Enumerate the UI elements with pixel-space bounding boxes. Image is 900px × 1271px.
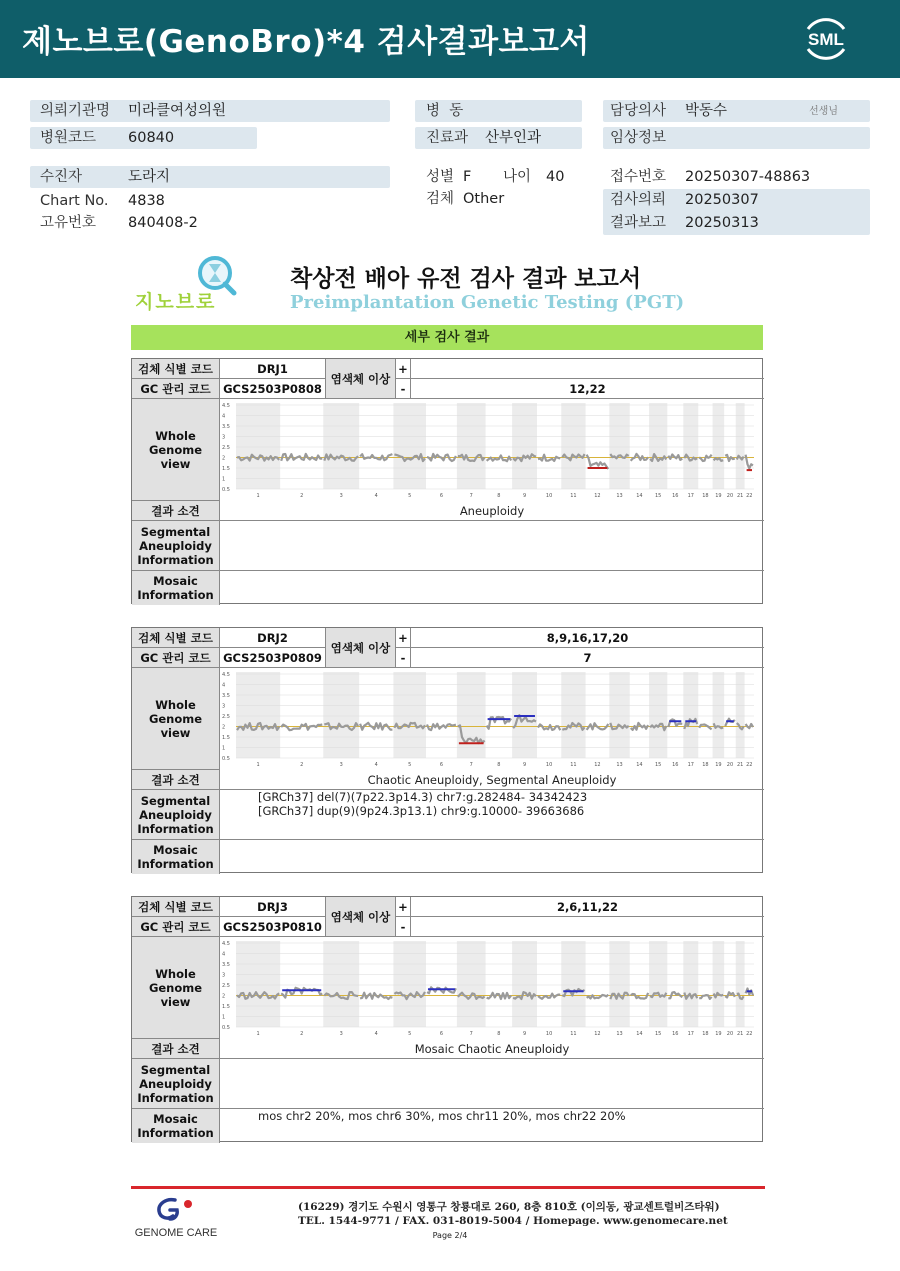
receipt-no-label: 접수번호 [610, 169, 667, 185]
doctor-row [603, 100, 870, 122]
sample-id-label: 검체 식별 코드 [132, 628, 220, 648]
y-tick-label: 2 [222, 724, 226, 731]
chart-no-value: 4838 [128, 193, 165, 209]
x-tick-label: 6 [439, 762, 444, 768]
x-tick-label: 21 [737, 762, 744, 768]
segmental-label-line: Aneuploidy [139, 1076, 212, 1091]
chromosome-band [323, 672, 359, 758]
x-tick-label: 18 [702, 493, 709, 499]
gc-code-label: GC 관리 코드 [132, 379, 220, 399]
address-line: (16229) 경기도 수원시 영통구 창룡대로 260, 8층 810호 (이의동, 광교센트럴비즈타워) [298, 1201, 720, 1213]
copy-number-trace [538, 724, 560, 730]
x-tick-label: 13 [616, 762, 623, 768]
x-tick-label: 10 [545, 493, 553, 499]
chart-no-label: Chart No. [40, 193, 109, 209]
requesting-org-row [30, 100, 390, 122]
segmental-value [220, 1059, 764, 1109]
copy-number-trace [281, 454, 322, 461]
hospital-code-value: 60840 [128, 130, 175, 146]
y-tick-label: 3 [222, 703, 226, 710]
loss-sign: - [396, 917, 411, 937]
x-tick-label: 17 [687, 1031, 694, 1037]
specimen-row [415, 188, 582, 210]
y-tick-label: 1 [222, 745, 226, 752]
chrom-abnormal-label: 염색체 이상 [326, 359, 396, 399]
copy-number-trace [725, 992, 735, 997]
x-tick-label: 22 [746, 1031, 753, 1037]
x-tick-label: 16 [672, 493, 679, 499]
x-tick-label: 15 [654, 762, 662, 768]
mosaic-label-line: Mosaic [153, 574, 198, 588]
copy-number-trace [725, 719, 735, 726]
specimen-value: Other [463, 191, 505, 207]
whole-genome-plot [220, 937, 762, 1037]
chromosome-band [649, 403, 667, 489]
whole-genome-plot [220, 668, 762, 768]
x-tick-label: 2 [300, 1031, 304, 1037]
x-tick-label: 22 [746, 493, 753, 499]
sml-logo [800, 14, 852, 64]
x-tick-label: 21 [737, 1031, 744, 1037]
loss-chromosomes: 7 [411, 648, 764, 668]
chromosome-band [457, 941, 486, 1027]
y-tick-label: 2 [222, 455, 226, 462]
chromosome-band [236, 941, 280, 1027]
mosaic-label [132, 571, 220, 605]
patient-row [30, 166, 390, 188]
clinical-label: 임상정보 [610, 130, 667, 146]
ward-row [415, 100, 582, 122]
genobro-logo [133, 253, 245, 315]
chromosome-band [609, 672, 629, 758]
copy-number-trace [746, 455, 753, 469]
segmental-label [132, 521, 220, 571]
segmental-label-line: Information [137, 821, 214, 836]
y-tick-label: 2.5 [222, 714, 230, 720]
x-tick-label: 20 [726, 493, 734, 499]
copy-number-trace [487, 993, 512, 999]
chromosome-band [609, 403, 629, 489]
patient-label: 수진자 [40, 169, 83, 185]
y-tick-label: 3 [222, 434, 226, 441]
dept-row [415, 127, 582, 149]
x-tick-label: 1 [256, 1031, 260, 1037]
dept-label: 진료과 [426, 130, 469, 146]
y-tick-label: 0.5 [222, 756, 230, 762]
chromosome-band [649, 941, 667, 1027]
clinical-row [603, 127, 870, 149]
contact-line: TEL. 1544-9771 / FAX. 031-8019-5004 / Homepage. www.genomecare.net [298, 1215, 728, 1227]
unique-no-label: 고유번호 [40, 215, 97, 231]
result-label: 결과 소견 [132, 1039, 220, 1059]
chromosome-band [736, 672, 745, 758]
request-date-label: 검사의뢰 [610, 192, 667, 208]
unique-no-row [30, 212, 390, 234]
loss-sign: - [396, 379, 411, 399]
x-tick-label: 12 [594, 762, 601, 768]
x-tick-label: 10 [545, 762, 553, 768]
segmental-label-line: Information [137, 1090, 214, 1105]
y-tick-label: 3 [222, 972, 226, 979]
x-tick-label: 8 [497, 493, 501, 499]
chromosome-band [609, 941, 629, 1027]
x-tick-label: 5 [408, 762, 412, 768]
y-tick-label: 2 [222, 993, 226, 1000]
segmental-label-line: Segmental [140, 524, 211, 539]
wgv-label-line: Whole [155, 697, 196, 712]
x-tick-label: 16 [672, 1031, 679, 1037]
x-tick-label: 9 [522, 1031, 527, 1037]
segmental-label-line: Segmental [140, 793, 211, 808]
result-label: 결과 소견 [132, 501, 220, 521]
sample-id-value: DRJ2 [220, 628, 326, 648]
chromosome-band [512, 403, 537, 489]
chromosome-band [736, 403, 745, 489]
x-tick-label: 11 [570, 762, 577, 768]
chromosome-band [561, 941, 585, 1027]
embryo-table [131, 358, 763, 604]
wgv-label [132, 668, 220, 770]
chromosome-band [713, 403, 725, 489]
result-value: Aneuploidy [220, 501, 764, 521]
patient-info-panel [0, 98, 900, 238]
hospital-code-label: 병원코드 [40, 130, 97, 146]
y-tick-label: 4 [222, 951, 226, 958]
y-tick-label: 1.5 [222, 1004, 230, 1010]
copy-number-trace [737, 456, 744, 460]
mosaic-label-line: Mosaic [153, 843, 198, 857]
footer-divider [131, 1186, 765, 1189]
x-tick-label: 3 [339, 493, 343, 499]
x-tick-label: 4 [374, 1031, 378, 1037]
y-tick-label: 4 [222, 413, 226, 420]
y-tick-label: 4 [222, 682, 226, 689]
loss-chromosomes [411, 917, 764, 937]
svg-text:SML: SML [808, 30, 844, 49]
result-value: Chaotic Aneuploidy, Segmental Aneuploidy [220, 770, 764, 790]
segmental-label-line: Segmental [140, 1062, 211, 1077]
copy-number-trace [487, 455, 512, 461]
chromosome-band [457, 672, 486, 758]
x-tick-label: 11 [570, 493, 577, 499]
y-tick-label: 1 [222, 476, 226, 483]
loss-sign: - [396, 648, 411, 668]
segmental-label-line: Aneuploidy [139, 538, 212, 553]
x-tick-label: 14 [636, 1031, 643, 1037]
report-date-label: 결과보고 [610, 215, 667, 231]
x-tick-label: 7 [469, 493, 473, 499]
x-tick-label: 6 [439, 493, 444, 499]
segmental-value [220, 790, 764, 840]
x-tick-label: 10 [545, 1031, 553, 1037]
specimen-label: 검체 [426, 191, 455, 207]
copy-number-trace [699, 455, 711, 461]
chromosome-band [561, 403, 585, 489]
chromosome-band [736, 941, 745, 1027]
chromosome-band [457, 403, 486, 489]
svg-text:GENOME CARE: GENOME CARE [134, 1227, 218, 1239]
x-tick-label: 14 [636, 762, 643, 768]
copy-number-trace [538, 994, 560, 999]
x-tick-label: 12 [594, 1031, 601, 1037]
x-tick-label: 15 [654, 1031, 662, 1037]
mosaic-label-line: Information [137, 857, 214, 871]
embryo-table [131, 627, 763, 873]
gain-chromosomes: 2,6,11,22 [411, 897, 764, 917]
page-number: Page 2/4 [432, 1231, 468, 1240]
x-tick-label: 3 [339, 1031, 343, 1037]
chromosome-band [236, 672, 280, 758]
doctor-suffix: 선생님 [809, 106, 838, 117]
receipt-no-value: 20250307-48863 [685, 169, 811, 185]
copy-number-trace [427, 987, 456, 993]
chromosome-band [713, 941, 725, 1027]
gain-sign: + [396, 897, 411, 917]
x-tick-label: 14 [636, 493, 643, 499]
age-label: 나이 [503, 169, 532, 185]
report-date-value: 20250313 [685, 215, 759, 231]
segmental-line: [GRCh37] del(7)(7p22.3p14.3) chr7:g.282484- 34342423 [258, 790, 588, 804]
request-date-value: 20250307 [685, 192, 759, 208]
chromosome-band [393, 941, 426, 1027]
ward-label: 병 동 [426, 103, 464, 119]
chromosome-band [683, 403, 698, 489]
doctor-label: 담당의사 [610, 103, 667, 119]
chromosome-band [236, 403, 280, 489]
x-tick-label: 2 [300, 493, 304, 499]
gain-chromosomes [411, 359, 764, 379]
x-tick-label: 19 [715, 493, 722, 499]
mosaic-value [220, 840, 764, 874]
copy-number-trace [587, 455, 609, 469]
gain-sign: + [396, 359, 411, 379]
x-tick-label: 12 [594, 493, 601, 499]
y-tick-label: 2.5 [222, 445, 230, 451]
section-title: 세부 검사 결과 [131, 325, 763, 350]
x-tick-label: 1 [256, 762, 260, 768]
wgv-label-line: Genome [148, 980, 203, 995]
chromosome-band [683, 941, 698, 1027]
x-tick-label: 16 [672, 762, 679, 768]
x-tick-label: 7 [469, 1031, 473, 1037]
y-tick-label: 3.5 [222, 424, 230, 430]
chromosome-band [561, 672, 585, 758]
sex-value: F [463, 169, 472, 185]
y-tick-label: 3.5 [222, 693, 230, 699]
wgv-label-line: Genome [148, 442, 203, 457]
report-title: 착상전 배아 유전 검사 결과 보고서 [290, 266, 642, 292]
sample-id-label: 검체 식별 코드 [132, 897, 220, 917]
gain-chromosomes: 8,9,16,17,20 [411, 628, 764, 648]
dept-value: 산부인과 [485, 130, 542, 146]
requesting-org-label: 의뢰기관명 [40, 103, 111, 119]
y-tick-label: 0.5 [222, 487, 230, 493]
x-tick-label: 13 [616, 1031, 623, 1037]
y-tick-label: 3.5 [222, 962, 230, 968]
x-tick-label: 21 [737, 493, 744, 499]
wgv-label [132, 937, 220, 1039]
segmental-line: [GRCh37] dup(9)(9p24.3p13.1) chr9:g.10000- 39663686 [258, 804, 585, 818]
segmental-value [220, 521, 764, 571]
wgv-label-line: view [160, 456, 191, 471]
mosaic-label-line: Mosaic [153, 1112, 198, 1126]
gc-code-label: GC 관리 코드 [132, 917, 220, 937]
receipt-no-row [603, 166, 870, 188]
y-tick-label: 4.5 [222, 403, 230, 409]
x-tick-label: 4 [374, 762, 378, 768]
gc-code-value: GCS2503P0810 [220, 917, 326, 937]
x-tick-label: 11 [570, 1031, 577, 1037]
y-tick-label: 4.5 [222, 672, 230, 678]
x-tick-label: 7 [469, 762, 473, 768]
x-tick-label: 3 [339, 762, 343, 768]
chart-no-row [30, 190, 390, 212]
result-label: 결과 소견 [132, 770, 220, 790]
sex-age-row [415, 166, 582, 188]
mosaic-label [132, 1109, 220, 1143]
mosaic-label [132, 840, 220, 874]
sample-id-value: DRJ1 [220, 359, 326, 379]
doctor-value: 박동수 [685, 103, 728, 119]
embryo-table [131, 896, 763, 1142]
x-tick-label: 19 [715, 762, 722, 768]
chrom-abnormal-label: 염색체 이상 [326, 628, 396, 668]
dates-box [603, 189, 870, 235]
segmental-label [132, 790, 220, 840]
x-tick-label: 9 [522, 762, 527, 768]
gc-code-label: GC 관리 코드 [132, 648, 220, 668]
x-tick-label: 20 [726, 762, 734, 768]
x-tick-label: 20 [726, 1031, 734, 1037]
svg-text:지노브로: 지노브로 [135, 291, 217, 313]
segmental-label-line: Aneuploidy [139, 807, 212, 822]
age-value: 40 [546, 169, 565, 185]
mosaic-value [220, 571, 764, 605]
sex-label: 성별 [426, 169, 455, 185]
chromosome-band [323, 941, 359, 1027]
x-tick-label: 13 [616, 493, 623, 499]
whole-genome-plot [220, 399, 762, 499]
wgv-label-line: Whole [155, 966, 196, 981]
x-tick-label: 1 [256, 493, 260, 499]
page-title: 제노브로(GenoBro)*4 검사결과보고서 [22, 24, 590, 60]
wgv-label-line: Genome [148, 711, 203, 726]
x-tick-label: 18 [702, 1031, 709, 1037]
x-tick-label: 9 [522, 493, 527, 499]
x-tick-label: 2 [300, 762, 304, 768]
gain-sign: + [396, 628, 411, 648]
gc-code-value: GCS2503P0809 [220, 648, 326, 668]
x-tick-label: 8 [497, 762, 501, 768]
mosaic-value: mos chr2 20%, mos chr6 30%, mos chr11 20%, mos chr22 20% [258, 1109, 626, 1123]
y-tick-label: 0.5 [222, 1025, 230, 1031]
wgv-label-line: Whole [155, 428, 196, 443]
chromosome-band [713, 672, 725, 758]
chromosome-band [683, 672, 698, 758]
chromosome-band [323, 403, 359, 489]
copy-number-trace [281, 724, 322, 730]
gc-code-value: GCS2503P0808 [220, 379, 326, 399]
footer-address [298, 1200, 728, 1228]
sample-id-label: 검체 식별 코드 [132, 359, 220, 379]
x-tick-label: 4 [374, 493, 378, 499]
x-tick-label: 6 [439, 1031, 444, 1037]
report-subtitle: Preimplantation Genetic Testing (PGT) [290, 292, 685, 313]
x-tick-label: 17 [687, 762, 694, 768]
copy-number-trace [746, 724, 753, 728]
y-tick-label: 1.5 [222, 466, 230, 472]
wgv-label-line: view [160, 994, 191, 1009]
header-bar [0, 0, 900, 78]
y-tick-label: 1.5 [222, 735, 230, 741]
y-tick-label: 1 [222, 1014, 226, 1021]
result-value: Mosaic Chaotic Aneuploidy [220, 1039, 764, 1059]
copy-number-trace [668, 455, 682, 460]
x-tick-label: 8 [497, 1031, 501, 1037]
x-tick-label: 17 [687, 493, 694, 499]
sample-id-value: DRJ3 [220, 897, 326, 917]
x-tick-label: 18 [702, 762, 709, 768]
chromosome-band [649, 672, 667, 758]
x-tick-label: 5 [408, 493, 412, 499]
y-tick-label: 4.5 [222, 941, 230, 947]
segmental-label-line: Information [137, 552, 214, 567]
x-tick-label: 19 [715, 1031, 722, 1037]
requesting-org-value: 미라클여성의원 [128, 103, 227, 119]
segmental-label [132, 1059, 220, 1109]
wgv-label-line: view [160, 725, 191, 740]
wgv-label [132, 399, 220, 501]
copy-number-trace [360, 723, 392, 730]
x-tick-label: 22 [746, 762, 753, 768]
mosaic-label-line: Information [137, 1126, 214, 1140]
x-tick-label: 15 [654, 493, 662, 499]
chromosome-band [512, 941, 537, 1027]
loss-chromosomes: 12,22 [411, 379, 764, 399]
chrom-abnormal-label: 염색체 이상 [326, 897, 396, 937]
chromosome-band [393, 403, 426, 489]
patient-value: 도라지 [128, 169, 171, 185]
mosaic-label-line: Information [137, 588, 214, 602]
unique-no-value: 840408-2 [128, 215, 198, 231]
x-tick-label: 5 [408, 1031, 412, 1037]
hospital-code-row [30, 127, 257, 149]
chromosome-band [393, 672, 426, 758]
y-tick-label: 2.5 [222, 983, 230, 989]
